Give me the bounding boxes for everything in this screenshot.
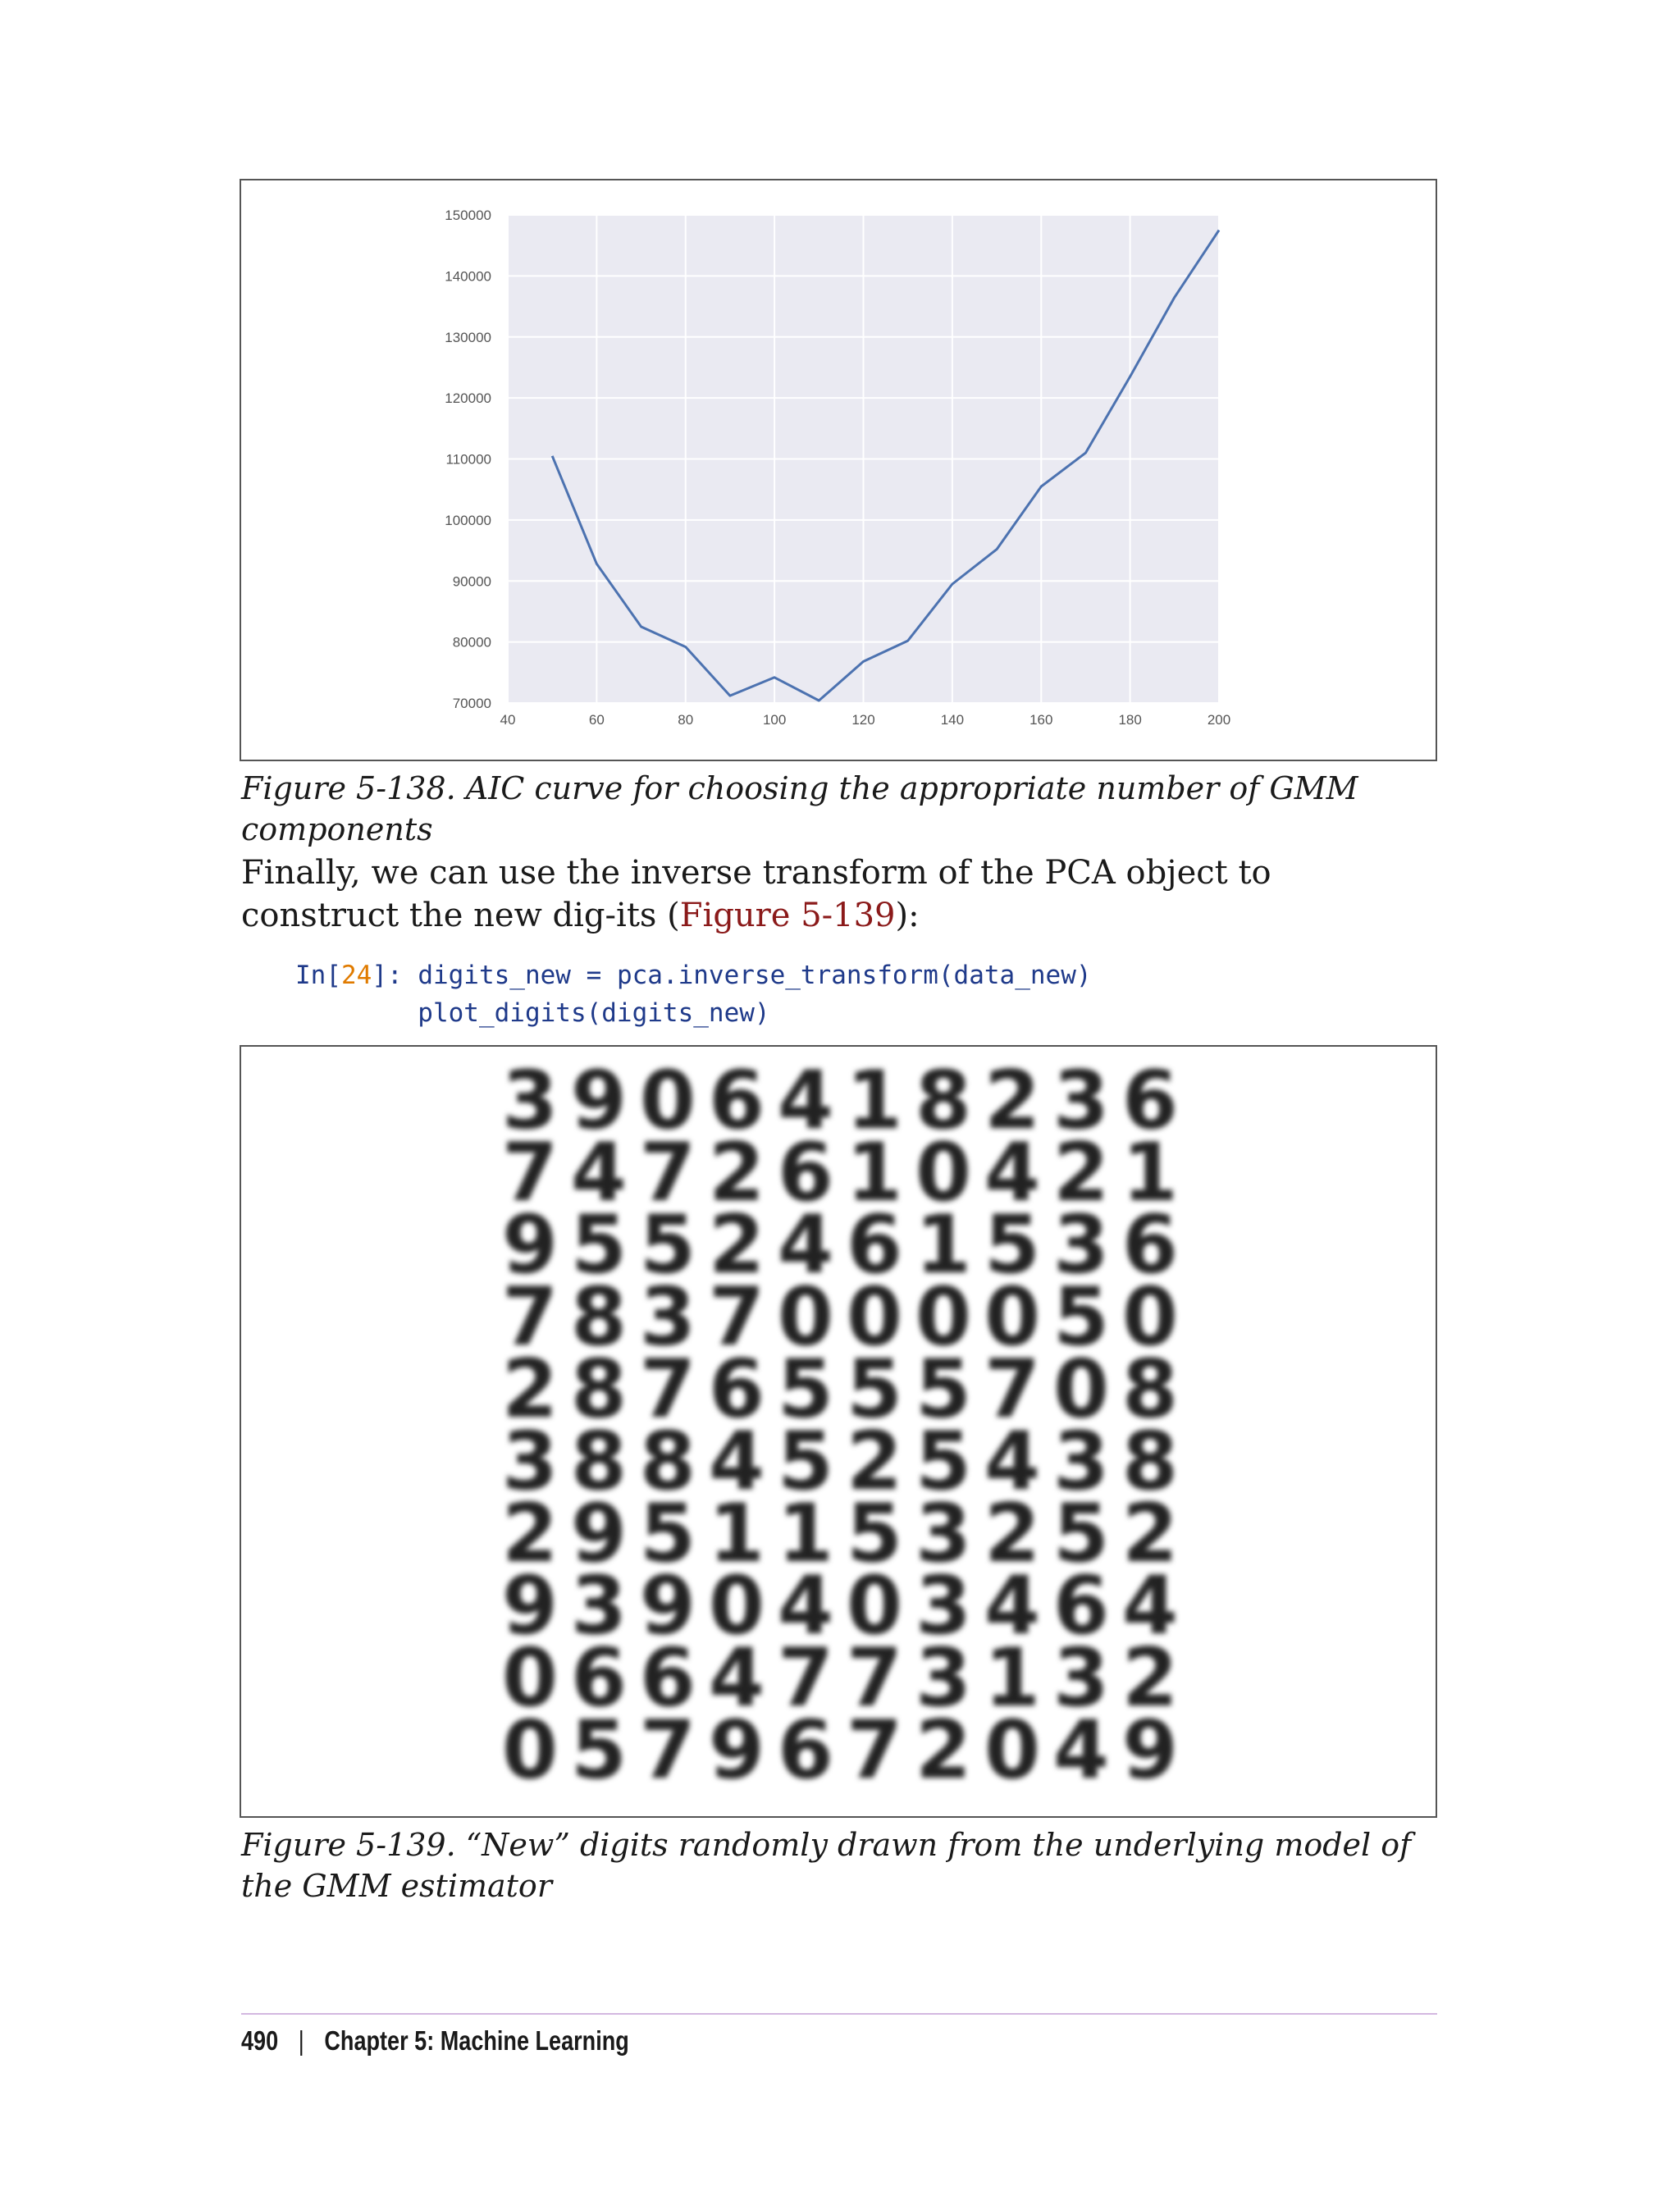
page-footer [241,2023,629,2059]
digit-cell: 2 [915,1704,972,1797]
digit-cell: 9 [570,1487,628,1581]
digit-cell: 3 [1052,1054,1110,1148]
digit-cell: 9 [639,1559,696,1653]
digit-cell: 5 [846,1343,903,1436]
y-tick-label: 70000 [452,696,491,711]
y-tick-label: 90000 [452,573,491,590]
digit-cell: 5 [984,1198,1041,1292]
code-cell-number: 24 [341,961,372,990]
digit-cell: 7 [708,1271,765,1364]
digit-cell: 3 [501,1054,559,1148]
digit-cell: 4 [984,1415,1041,1509]
digit-cell: 2 [1121,1487,1179,1581]
digit-cell: 3 [501,1415,559,1509]
digit-cell: 6 [1052,1559,1110,1653]
digit-cell: 5 [915,1415,972,1509]
digit-cell: 5 [639,1198,696,1292]
digit-cell: 9 [501,1559,559,1653]
digit-cell: 0 [915,1271,972,1364]
digit-cell: 6 [570,1632,628,1725]
digit-cell: 5 [1052,1487,1110,1581]
y-tick-label: 100000 [445,512,491,528]
digit-cell: 8 [570,1415,628,1509]
chapter-title: Chapter 5: Machine Learning [324,2025,629,2056]
aic-line-chart [241,180,1436,760]
digit-cell: 4 [777,1054,834,1148]
code-prompt-close: ]: [372,961,403,990]
x-tick-label: 120 [851,712,875,728]
digit-cell: 0 [777,1271,834,1364]
digit-cell: 3 [915,1487,972,1581]
digit-cell: 7 [846,1632,903,1725]
digit-cell: 7 [501,1126,559,1220]
digit-cell: 4 [777,1198,834,1292]
digit-cell: 7 [639,1343,696,1436]
digit-cell: 4 [1052,1704,1110,1797]
y-tick-label: 140000 [445,268,491,285]
digit-cell: 6 [777,1704,834,1797]
digit-cell: 0 [1121,1271,1179,1364]
digit-cell: 4 [708,1415,765,1509]
y-tick-label: 130000 [445,329,491,345]
digit-cell: 2 [708,1126,765,1220]
x-tick-label: 200 [1207,712,1231,728]
code-line-2: plot_digits(digits_new) [295,998,770,1028]
digit-cell: 4 [1121,1559,1179,1653]
digit-cell: 2 [1121,1632,1179,1725]
digit-cell: 9 [708,1704,765,1797]
digit-cell: 7 [501,1271,559,1364]
digit-cell: 3 [915,1559,972,1653]
digit-cell: 3 [639,1271,696,1364]
digit-cell: 1 [984,1632,1041,1725]
digit-cell: 7 [639,1704,696,1797]
digit-cell: 6 [1121,1054,1179,1148]
digit-cell: 0 [846,1271,903,1364]
digit-cell: 0 [915,1126,972,1220]
digit-cell: 1 [1121,1126,1179,1220]
figure-caption-5-138: Figure 5-138. AIC curve for choosing the appropriate number of GMM components [241,770,1358,847]
digit-cell: 3 [570,1559,628,1653]
digit-cell: 0 [846,1559,903,1653]
paragraph-text-before: Finally, we can use the inverse transform of the PCA object to construct the new dig-its ( [241,854,1271,934]
digit-cell: 0 [984,1704,1041,1797]
digit-cell: 3 [1052,1198,1110,1292]
digit-cell: 1 [708,1487,765,1581]
y-tick-label: 150000 [445,208,491,223]
digit-cell: 8 [1121,1415,1179,1509]
digit-cell: 5 [846,1487,903,1581]
digit-cell: 8 [639,1415,696,1509]
body-paragraph [241,851,1439,937]
digit-cell: 3 [1052,1632,1110,1725]
digit-cell: 1 [777,1487,834,1581]
digit-cell: 2 [984,1054,1041,1148]
footer-separator: | [298,2025,304,2056]
digit-cell: 1 [846,1126,903,1220]
digits-grid [495,1054,1185,1797]
y-tick-label: 110000 [445,451,491,468]
digit-cell: 0 [708,1559,765,1653]
digit-cell: 1 [846,1054,903,1148]
x-tick-label: 80 [678,712,694,728]
digit-cell: 6 [708,1054,765,1148]
digit-cell: 4 [777,1559,834,1653]
digit-cell: 9 [501,1198,559,1292]
digit-cell: 5 [915,1343,972,1436]
digit-cell: 7 [984,1343,1041,1436]
paragraph-text-after: ): [895,897,920,934]
digit-cell: 2 [984,1487,1041,1581]
digit-cell: 0 [984,1271,1041,1364]
digit-cell: 4 [708,1632,765,1725]
digit-cell: 2 [501,1487,559,1581]
digit-cell: 6 [1121,1198,1179,1292]
digit-cell: 5 [639,1487,696,1581]
digit-cell: 6 [777,1126,834,1220]
digit-cell: 6 [639,1632,696,1725]
digit-cell: 8 [1121,1343,1179,1436]
y-tick-label: 80000 [452,634,491,651]
digit-cell: 2 [708,1198,765,1292]
code-prompt-open: In[ [295,961,341,990]
x-tick-label: 140 [940,712,965,728]
digit-cell: 4 [984,1559,1041,1653]
digit-cell: 7 [777,1632,834,1725]
digit-cell: 0 [501,1704,559,1797]
digit-cell: 7 [846,1704,903,1797]
figure-link[interactable]: Figure 5-139 [679,897,896,934]
digit-cell: 6 [846,1198,903,1292]
code-cell [295,956,1092,1032]
page-number: 490 [241,2025,279,2056]
digit-cell: 2 [1052,1126,1110,1220]
digit-cell: 5 [1052,1271,1110,1364]
figure-new-digits [240,1045,1437,1818]
digit-cell: 0 [1052,1343,1110,1436]
digit-cell: 2 [846,1415,903,1509]
digit-cell: 8 [570,1271,628,1364]
digit-cell: 2 [501,1343,559,1436]
code-line-1: digits_new = pca.inverse_transform(data_new) [402,961,1092,990]
x-tick-label: 40 [500,712,516,728]
digit-cell: 9 [570,1054,628,1148]
x-tick-label: 60 [588,712,605,728]
digit-cell: 0 [501,1632,559,1725]
y-tick-label: 120000 [445,390,491,407]
digit-cell: 5 [570,1198,628,1292]
digit-cell: 5 [777,1415,834,1509]
x-tick-label: 100 [762,712,787,728]
x-tick-label: 180 [1118,712,1142,728]
digit-cell: 3 [915,1632,972,1725]
digit-cell: 6 [708,1343,765,1436]
digit-cell: 0 [639,1054,696,1148]
digit-cell: 4 [570,1126,628,1220]
digit-cell: 4 [984,1126,1041,1220]
footer-rule [241,2013,1437,2015]
figure-aic-chart [240,179,1437,761]
digit-cell: 7 [639,1126,696,1220]
x-tick-label: 160 [1029,712,1053,728]
digit-cell: 9 [1121,1704,1179,1797]
digit-cell: 8 [915,1054,972,1148]
digit-cell: 3 [1052,1415,1110,1509]
digit-cell: 8 [570,1343,628,1436]
digit-cell: 5 [777,1343,834,1436]
figure-caption-5-139: Figure 5-139. “New” digits randomly drawn from the underlying model of the GMM estimator [241,1827,1412,1904]
digit-cell: 1 [915,1198,972,1292]
digit-cell: 5 [570,1704,628,1797]
